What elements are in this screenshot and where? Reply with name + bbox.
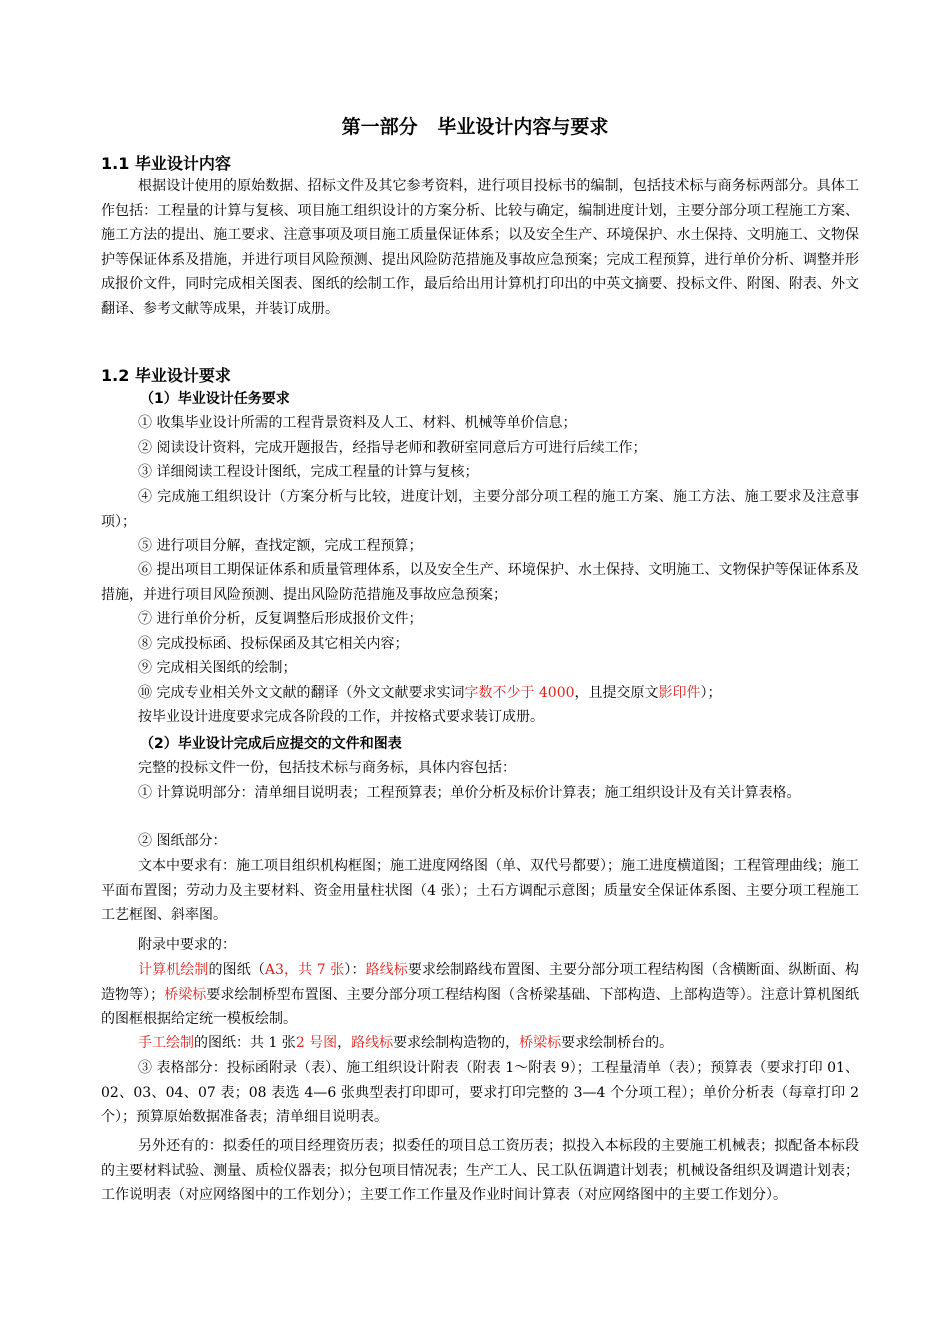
task-closing: 按毕业设计进度要求完成各阶段的工作，并按格式要求装订成册。 <box>138 709 544 725</box>
drawings-section: ② 图纸部分： <box>138 833 227 849</box>
page-title: 第一部分 毕业设计内容与要求 <box>341 116 609 138</box>
deliverables-intro: 完整的投标文件一份，包括技术标与商务标，具体内容包括： <box>138 760 516 776</box>
task-item: ⑧ 完成投标函、投标保函及其它相关内容； <box>138 636 409 652</box>
word-count-highlight: 字数不少于 4000 <box>464 685 575 701</box>
task-item: ⑥ 提出项目工期保证体系和质量管理体系，以及安全生产、环境保护、水土保持、文明施工、文物保护等保证体系及措施，并进行项目风险预测、提出风险防范措施及事故应急预案； <box>101 562 859 603</box>
task-item: ⑨ 完成相关图纸的绘制； <box>138 660 297 676</box>
text-requirements: 文本中要求有：施工项目组织机构框图；施工进度网络图（单、双代号都要）；施工进度横道图；工程管理曲线；施工平面布置图；劳动力及主要材料、资金用量柱状图（4 张）；土石方调配示意图；质量安全保证体系图、主要分项工程施工工艺框图、斜率图。 <box>101 858 859 923</box>
task-item: ② 阅读设计资料，完成开题报告，经指导老师和教研室同意后方可进行后续工作； <box>138 440 647 456</box>
section-heading-1-1: 1.1 毕业设计内容 <box>101 154 231 173</box>
tables-section: ③ 表格部分：投标函附录（表）、施工组织设计附表（附表 1～附表 9）；工程量清单（表）；预算表（要求打印 01、02、03、04、07 表；08 表选 4—6 张典型表打印即可，要求打印完整的 3—4 个分项工程）；单价分析表（每章打印 2 个）；预算原始数据准备表；清单细目说明表。 <box>101 1060 859 1125</box>
subsection-heading-deliverables: （2）毕业设计完成后应提交的文件和图表 <box>140 736 402 752</box>
task-item: ① 收集毕业设计所需的工程背景资料及人工、材料、机械等单价信息； <box>138 415 577 431</box>
other-tables: 另外还有的：拟委任的项目经理资历表；拟委任的项目总工资历表；拟投入本标段的主要施工机械表；拟配备本标段的主要材料试验、测量、质检仪器表；拟分包项目情况表；生产工人、民工队伍调遣计划表；机械设备组织及调遣计划表；工作说明表（对应网络图中的工作划分）；主要工作工作量及作业时间计算表（对应网络图中的主要工作划分）。 <box>101 1138 859 1203</box>
computer-drawings: 计算机绘制的图纸（A3，共 7 张）：路线标要求绘制路线布置图、主要分部分项工程结构图（含横断面、纵断面、构造物等）；桥梁标要求绘制桥型布置图、主要分部分项工程结构图（含桥梁基础、下部构造、上部构造等）。注意计算机图纸的图框根据给定统一模板绘制。 <box>101 962 860 1027</box>
task-item-translation: ⑩ 完成专业相关外文文献的翻译（外文文献要求实词字数不少于 4000，且提交原文影印件）； <box>138 685 722 701</box>
task-item: ③ 详细阅读工程设计图纸，完成工程量的计算与复核； <box>138 464 479 480</box>
section-1-1-body: 根据设计使用的原始数据、招标文件及其它参考资料，进行项目投标书的编制，包括技术标与商务标两部分。具体工作包括：工程量的计算与复核、项目施工组织设计的方案分析、比较与确定，编制进度计划，主要分部分项工程施工方案、施工方法的提出、施工要求、注意事项及项目施工质量保证体系；以及安全生产、环境保护、水土保持、文明施工、文物保护等保证体系及措施，并进行项目风险预测、提出风险防范措施及事故应急预案；完成工程预算，进行单价分析、调整并形成报价文件，同时完成相关图表、图纸的绘制工作，最后给出用计算机打印出的中英文摘要、投标文件、附图、附表、外文翻译、参考文献等成果，并装订成册。 <box>101 178 859 317</box>
calculation-section: ① 计算说明部分：清单细目说明表；工程预算表；单价分析及标价计算表；施工组织设计及有关计算表格。 <box>138 785 801 801</box>
subsection-heading-tasks: （1）毕业设计任务要求 <box>140 391 290 407</box>
appendix-intro: 附录中要求的： <box>138 937 236 953</box>
photocopy-highlight: 影印件 <box>658 685 701 701</box>
section-heading-1-2: 1.2 毕业设计要求 <box>101 366 231 385</box>
hand-drawings: 手工绘制的图纸：共 1 张2 号图，路线标要求绘制构造物的，桥梁标要求绘制桥台的。 <box>138 1035 674 1051</box>
task-item: ⑦ 进行单价分析，反复调整后形成报价文件； <box>138 611 423 627</box>
task-item: ④ 完成施工组织设计（方案分析与比较，进度计划，主要分部分项工程的施工方案、施工方法、施工要求及注意事项）； <box>101 489 859 530</box>
task-item: ⑤ 进行项目分解，查找定额，完成工程预算； <box>138 538 423 554</box>
